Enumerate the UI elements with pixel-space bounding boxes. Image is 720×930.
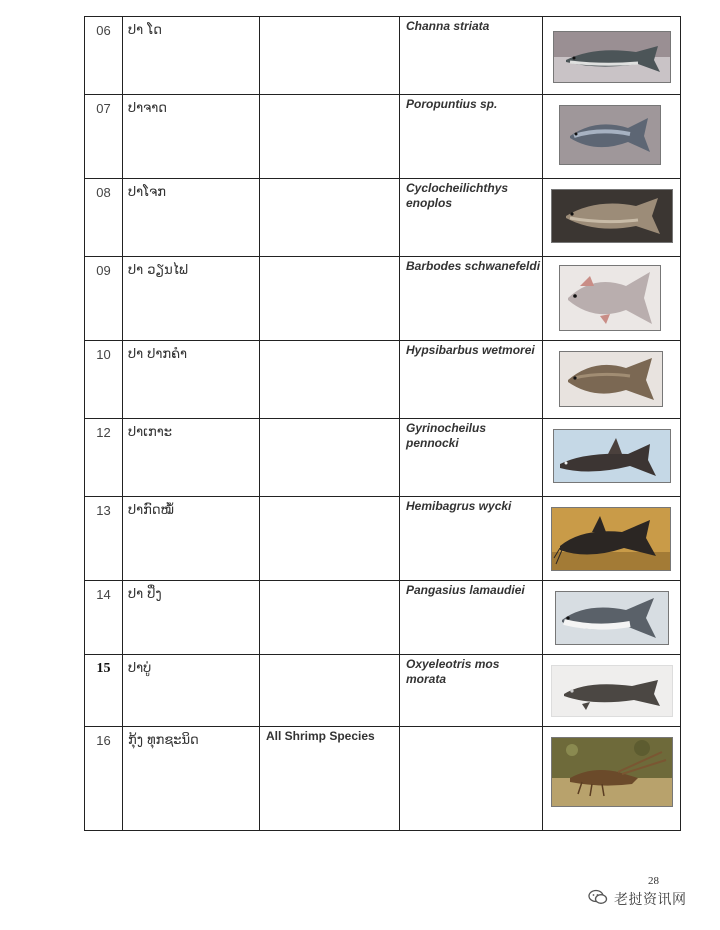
scientific-name: Gyrinocheilus pennocki (400, 419, 543, 497)
fish-photo-poropuntius (559, 105, 661, 165)
photo-cell (543, 581, 681, 655)
fish-photo-gyrinocheilus (553, 429, 671, 483)
row-number: 16 (85, 727, 123, 831)
photo-cell (543, 179, 681, 257)
table-row (85, 581, 681, 655)
watermark (588, 889, 687, 909)
row-number: 07 (85, 95, 123, 179)
fish-species-table (84, 16, 681, 831)
scientific-name: Pangasius lamaudiei (400, 581, 543, 655)
lao-name: ປາເກາະ (123, 419, 260, 497)
table-row (85, 655, 681, 727)
fish-photo-cyclocheilichthys (551, 189, 673, 243)
row-number: 13 (85, 497, 123, 581)
scientific-name (400, 727, 543, 831)
scientific-name: Cyclocheilichthys enoplos (400, 179, 543, 257)
table-row (85, 95, 681, 179)
row-number: 06 (85, 17, 123, 95)
lao-name: ປາ ປຶ່ງ (123, 581, 260, 655)
lao-name: ປາກົດໝໍ້ (123, 497, 260, 581)
photo-cell (543, 17, 681, 95)
english-name: All Shrimp Species (260, 727, 400, 831)
watermark-text: 老挝资讯网 (614, 892, 687, 908)
photo-cell (543, 655, 681, 727)
fish-photo-channa-striata (553, 31, 671, 83)
english-name (260, 655, 400, 727)
lao-name: ປາ ປາກຄຳ (123, 341, 260, 419)
lao-name: ປາ ວຽນໄຟ (123, 257, 260, 341)
english-name (260, 497, 400, 581)
scientific-name: Channa striata (400, 17, 543, 95)
wechat-icon (588, 889, 608, 909)
english-name (260, 95, 400, 179)
fish-photo-hypsibarbus (559, 351, 663, 407)
photo-cell (543, 95, 681, 179)
row-number: 12 (85, 419, 123, 497)
scientific-name: Hemibagrus wycki (400, 497, 543, 581)
table-row (85, 341, 681, 419)
row-number: 09 (85, 257, 123, 341)
photo-cell (543, 257, 681, 341)
table-row (85, 17, 681, 95)
lao-name: ປາຈາດ (123, 95, 260, 179)
page-number: 28 (648, 875, 659, 887)
fish-photo-pangasius (555, 591, 669, 645)
row-number: 10 (85, 341, 123, 419)
english-name (260, 257, 400, 341)
scientific-name: Barbodes schwanefeldi (400, 257, 543, 341)
photo-cell (543, 419, 681, 497)
lao-name: ປາບູ່ (123, 655, 260, 727)
row-number: 15 (85, 655, 123, 727)
shrimp-photo (551, 737, 673, 807)
english-name (260, 17, 400, 95)
lao-name: ປາ ໂດ (123, 17, 260, 95)
table-row (85, 257, 681, 341)
lao-name: ກຸ້ງ ທຸກຊະນິດ (123, 727, 260, 831)
english-name (260, 179, 400, 257)
lao-name: ປາໂຈກ (123, 179, 260, 257)
photo-cell (543, 727, 681, 831)
english-name (260, 341, 400, 419)
table-row (85, 497, 681, 581)
fish-photo-barbodes (559, 265, 661, 331)
table-row (85, 727, 681, 831)
scientific-name: Oxyeleotris mos morata (400, 655, 543, 727)
english-name (260, 581, 400, 655)
fish-photo-oxyeleotris (551, 665, 673, 717)
photo-cell (543, 497, 681, 581)
scientific-name: Hypsibarbus wetmorei (400, 341, 543, 419)
table-row (85, 179, 681, 257)
row-number: 14 (85, 581, 123, 655)
table-row (85, 419, 681, 497)
photo-cell (543, 341, 681, 419)
scientific-name: Poropuntius sp. (400, 95, 543, 179)
row-number: 08 (85, 179, 123, 257)
fish-photo-hemibagrus (551, 507, 671, 571)
english-name (260, 419, 400, 497)
